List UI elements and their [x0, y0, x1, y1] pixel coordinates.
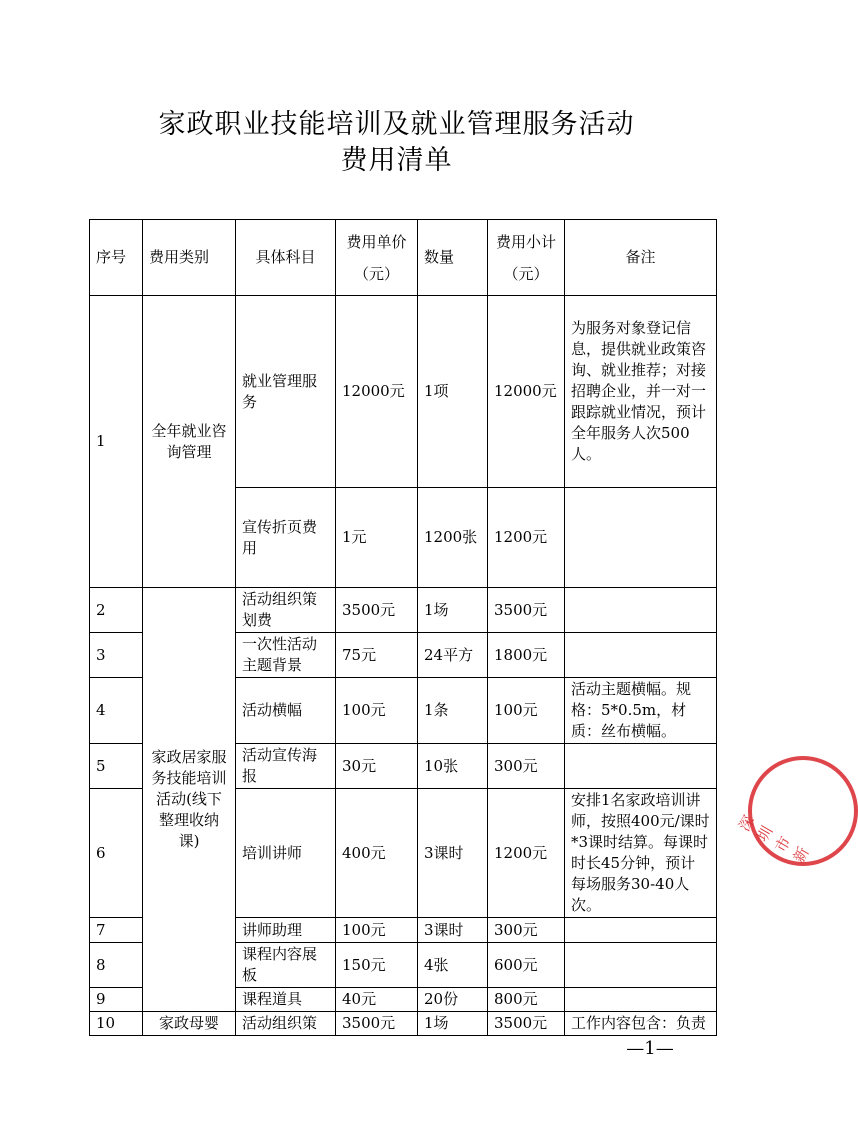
cell-note	[565, 588, 717, 633]
cell-price: 40元	[336, 988, 418, 1012]
seal-text: 深圳市新	[735, 810, 814, 866]
cell-subtotal: 3500元	[488, 1012, 565, 1036]
cell-item: 活动宣传海报	[236, 744, 336, 789]
cell-qty: 1项	[418, 296, 488, 488]
cell-note	[565, 488, 717, 588]
fee-table	[89, 219, 717, 1036]
cell-subtotal: 800元	[488, 988, 565, 1012]
cell-qty: 1200张	[418, 488, 488, 588]
document-title-line2: 费用清单	[340, 145, 453, 176]
cell-seq: 7	[90, 918, 143, 943]
cell-subtotal: 1200元	[488, 789, 565, 918]
table-header-row	[90, 220, 717, 296]
cell-price: 3500元	[336, 588, 418, 633]
cell-note: 为服务对象登记信息，提供就业政策咨询、就业推荐；对接招聘企业，并一对一跟踪就业情况，预计全年服务人次500人。	[565, 296, 717, 488]
cell-note	[565, 943, 717, 988]
cell-subtotal: 3500元	[488, 588, 565, 633]
cell-seq: 1	[90, 296, 143, 588]
cell-seq: 2	[90, 588, 143, 633]
cell-qty: 1条	[418, 678, 488, 744]
header-unit-price-label: 费用单价	[346, 232, 407, 251]
cell-price: 75元	[336, 633, 418, 678]
cell-item: 课程道具	[236, 988, 336, 1012]
header-unit-price	[336, 220, 418, 296]
cell-note	[565, 744, 717, 789]
cell-item: 一次性活动主题背景	[236, 633, 336, 678]
cell-seq: 10	[90, 1012, 143, 1036]
cell-item: 活动组织策划费	[236, 588, 336, 633]
cell-note: 活动主题横幅。规格：5*0.5m，材质：丝布横幅。	[565, 678, 717, 744]
cell-seq: 8	[90, 943, 143, 988]
cell-note	[565, 988, 717, 1012]
cell-price: 12000元	[336, 296, 418, 488]
page-number: —1—	[626, 1038, 674, 1059]
cell-subtotal: 12000元	[488, 296, 565, 488]
cell-qty: 3课时	[418, 789, 488, 918]
header-item: 具体科目	[236, 220, 336, 296]
cell-subtotal: 300元	[488, 744, 565, 789]
cell-note	[565, 918, 717, 943]
cell-qty: 4张	[418, 943, 488, 988]
cell-subtotal: 100元	[488, 678, 565, 744]
cell-item: 课程内容展板	[236, 943, 336, 988]
cell-seq: 5	[90, 744, 143, 789]
cell-qty: 3课时	[418, 918, 488, 943]
header-subtotal-label: 费用小计	[495, 232, 556, 251]
cell-seq: 3	[90, 633, 143, 678]
header-subtotal-unit: （元）	[503, 264, 549, 283]
header-subtotal	[488, 220, 565, 296]
cell-item: 宣传折页费用	[236, 488, 336, 588]
cell-price: 3500元	[336, 1012, 418, 1036]
cell-subtotal: 1800元	[488, 633, 565, 678]
cell-subtotal: 300元	[488, 918, 565, 943]
cell-item: 讲师助理	[236, 918, 336, 943]
cell-price: 100元	[336, 918, 418, 943]
cell-qty: 10张	[418, 744, 488, 789]
cell-qty: 20份	[418, 988, 488, 1012]
cell-price: 1元	[336, 488, 418, 588]
table-row	[90, 588, 717, 633]
cell-item: 培训讲师	[236, 789, 336, 918]
header-category: 费用类别	[143, 220, 236, 296]
document-title-line1: 家政职业技能培训及就业管理服务活动	[158, 109, 635, 140]
cell-price: 30元	[336, 744, 418, 789]
cell-price: 400元	[336, 789, 418, 918]
cell-subtotal: 1200元	[488, 488, 565, 588]
header-qty: 数量	[418, 220, 488, 296]
cell-note: 工作内容包含：负责	[565, 1012, 717, 1036]
cell-seq: 4	[90, 678, 143, 744]
cell-item: 就业管理服务	[236, 296, 336, 488]
header-seq: 序号	[90, 220, 143, 296]
cell-qty: 24平方	[418, 633, 488, 678]
cell-seq: 9	[90, 988, 143, 1012]
cell-item: 活动组织策	[236, 1012, 336, 1036]
cell-item: 活动横幅	[236, 678, 336, 744]
header-note: 备注	[565, 220, 717, 296]
header-unit-price-unit: （元）	[353, 264, 399, 283]
cell-price: 100元	[336, 678, 418, 744]
cell-qty: 1场	[418, 588, 488, 633]
cell-note: 安排1名家政培训讲师，按照400元/课时*3课时结算。每课时时长45分钟，预计每场服务30-40人次。	[565, 789, 717, 918]
cell-note	[565, 633, 717, 678]
cell-qty: 1场	[418, 1012, 488, 1036]
cell-category: 家政母婴	[143, 1012, 236, 1036]
cell-seq: 6	[90, 789, 143, 918]
cell-category: 家政居家服务技能培训活动(线下整理收纳课)	[143, 588, 236, 1012]
cell-subtotal: 600元	[488, 943, 565, 988]
cell-price: 150元	[336, 943, 418, 988]
table-row	[90, 1012, 717, 1036]
cell-category: 全年就业咨询管理	[143, 296, 236, 588]
table-row	[90, 296, 717, 488]
